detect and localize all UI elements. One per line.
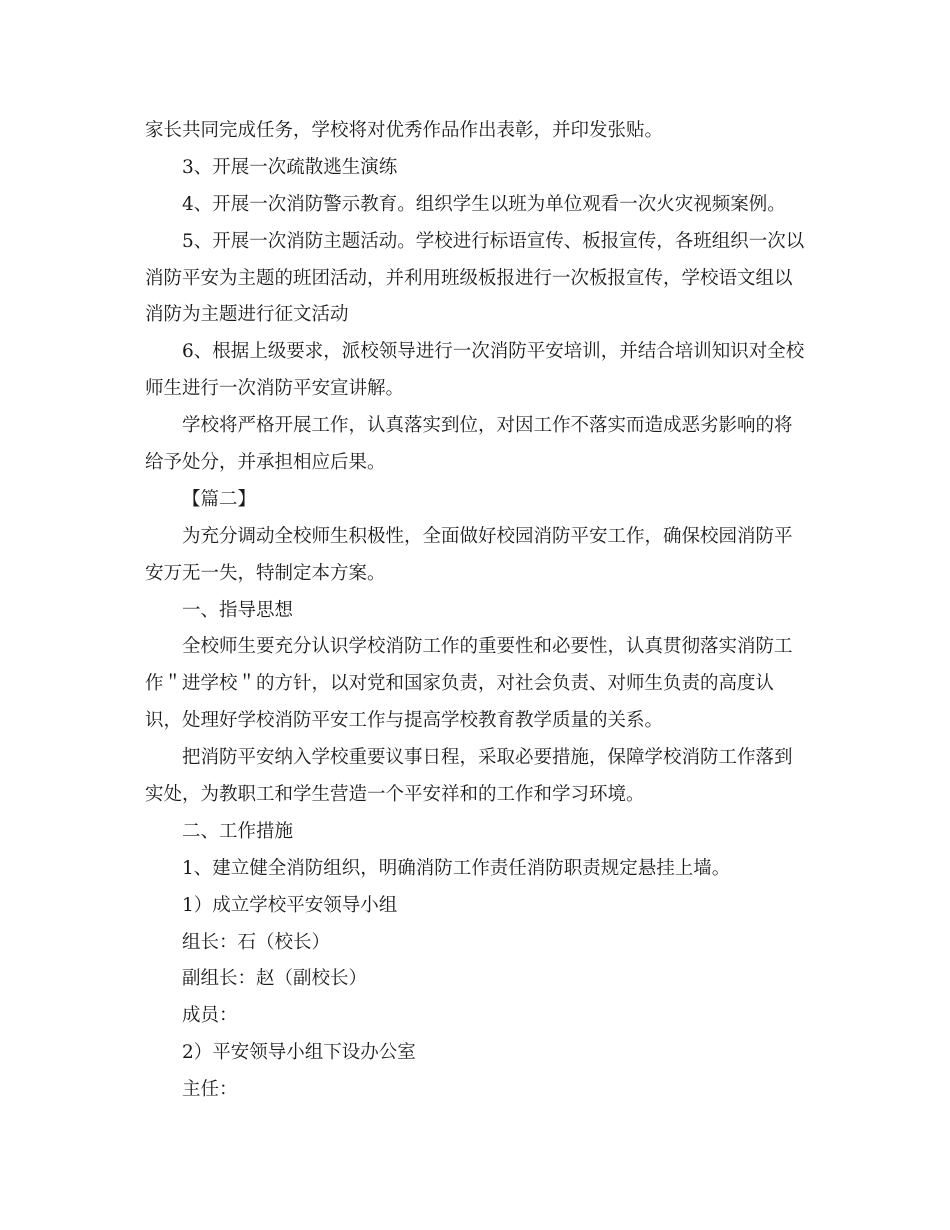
section-heading: 【篇二】 [182, 488, 257, 510]
list-item: 组长：石（校长） [182, 931, 331, 953]
section-heading: 一、指导思想 [182, 599, 294, 621]
text-line: 给予处分，并承担相应后果。 [145, 452, 386, 474]
list-item: 4、开展一次消防警示教育。组织学生以班为单位观看一次火灾视频案例。 [182, 193, 786, 215]
paragraph-start: 为充分调动全校师生积极性，全面做好校园消防平安工作，确保校园消防平 [182, 525, 793, 547]
list-item: 3、开展一次疏散逃生演练 [182, 156, 398, 178]
list-item: 5、开展一次消防主题活动。学校进行标语宣传、板报宣传，各班组织一次以 [182, 230, 805, 252]
section-heading: 二、工作措施 [182, 820, 294, 842]
text-line: 师生进行一次消防平安宣讲解。 [145, 378, 405, 400]
list-item: 6、根据上级要求，派校领导进行一次消防平安培训，并结合培训知识对全校 [182, 341, 805, 363]
list-item: 2）平安领导小组下设办公室 [182, 1042, 416, 1064]
text-line: 识，处理好学校消防平安工作与提高学校教育教学质量的关系。 [145, 710, 664, 732]
text-line: 消防为主题进行征文活动 [145, 304, 349, 326]
text-line: 实处，为教职工和学生营造一个平安祥和的工作和学习环境。 [145, 784, 645, 806]
list-item: 1）成立学校平安领导小组 [182, 894, 398, 916]
list-item: 副组长：赵（副校长） [182, 968, 368, 990]
text-line: 作＂进学校＂的方针，以对党和国家负责，对社会负责、对师生负责的高度认 [145, 673, 775, 695]
paragraph-start: 把消防平安纳入学校重要议事日程，采取必要措施，保障学校消防工作落到 [182, 747, 793, 769]
list-item: 主任： [182, 1079, 238, 1101]
text-line: 家长共同完成任务，学校将对优秀作品作出表彰，并印发张贴。 [145, 120, 664, 141]
text-line: 安万无一失，特制定本方案。 [145, 562, 386, 584]
list-item: 成员： [182, 1005, 238, 1027]
paragraph-start: 全校师生要充分认识学校消防工作的重要性和必要性，认真贯彻落实消防工 [182, 636, 793, 658]
text-line: 消防平安为主题的班团活动，并利用班级板报进行一次板报宣传，学校语文组以 [145, 267, 793, 289]
document-page [145, 113, 825, 1109]
list-item: 1、建立健全消防组织，明确消防工作责任消防职责规定悬挂上墙。 [182, 857, 731, 879]
paragraph-start: 学校将严格开展工作，认真落实到位，对因工作不落实而造成恶劣影响的将 [182, 415, 793, 437]
